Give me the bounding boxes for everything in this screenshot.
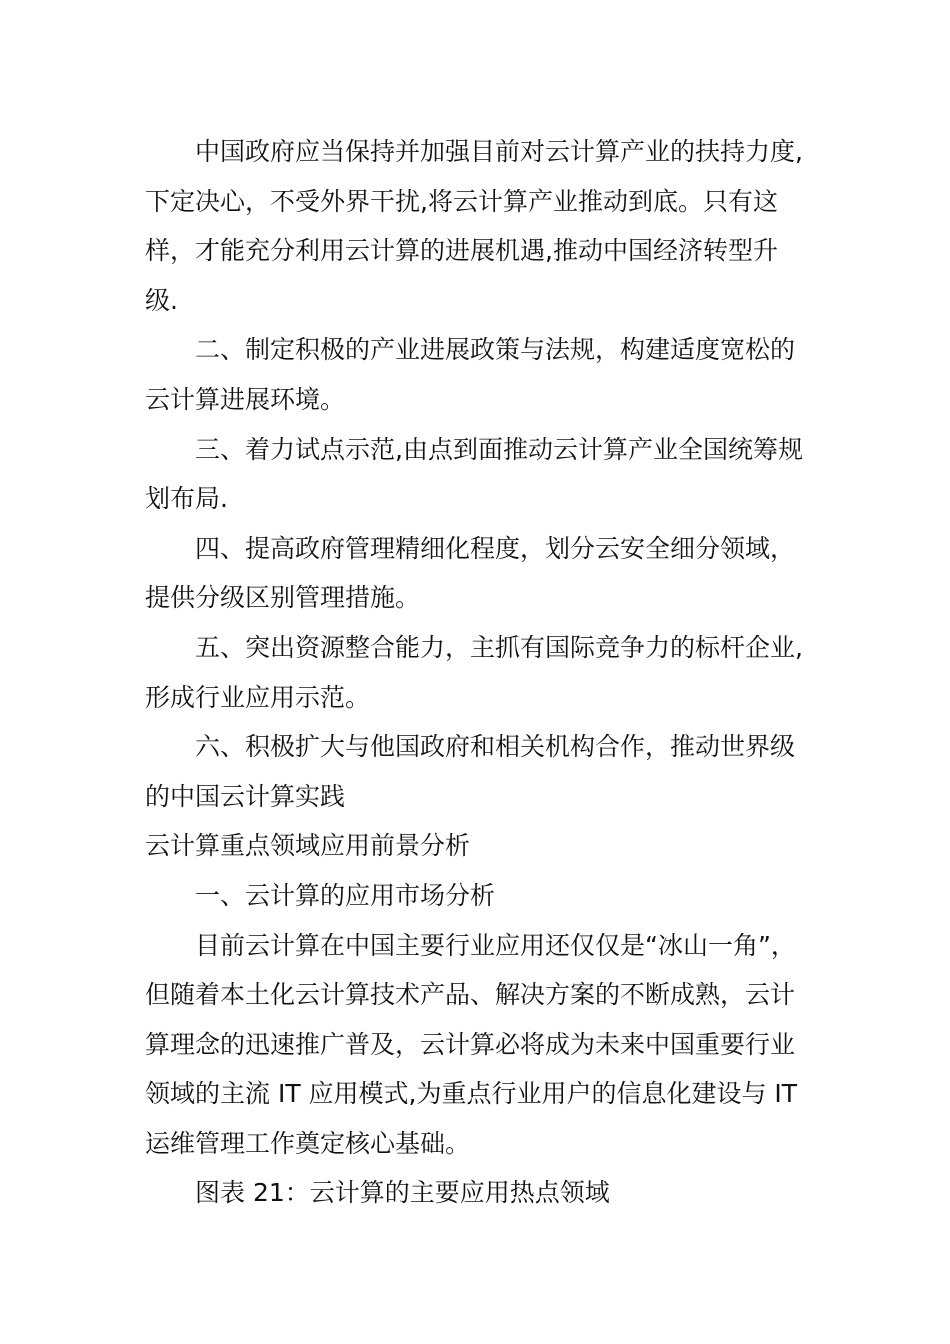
- paragraph-international-cooperation: 六、积极扩大与他国政府和相关机构合作，推动世界级的中国云计算实践: [145, 732, 796, 811]
- paragraph-government-support: 中国政府应当保持并加强目前对云计算产业的扶持力度,下定决心，不受外界干扰,将云计算产业推动到底。只有这样，才能充分利用云计算的进展机遇,推动中国经济转型升级.: [145, 137, 803, 315]
- paragraph-market-analysis: 目前云计算在中国主要行业应用还仅仅是“冰山一角”，但随着本土化云计算技术产品、解决方案的不断成熟，云计算理念的迅速推广普及，云计算必将成为未来中国重要行业领域的主流 IT 应用模式,为重点行业用户的信息化建设与 IT 运维管理工作奠定核心基础。: [145, 930, 798, 1158]
- figure-caption: 图表 21：云计算的主要应用热点领域: [195, 1178, 610, 1208]
- paragraph-refined-management: 四、提高政府管理精细化程度，划分云安全细分领域，提供分级区别管理措施。: [145, 533, 796, 613]
- paragraph-pilot-demonstration: 三、着力试点示范,由点到面推动云计算产业全国统筹规划布局.: [145, 434, 803, 514]
- subsection-title: 一、云计算的应用市场分析: [195, 880, 496, 910]
- section-title: 云计算重点领域应用前景分析: [145, 831, 471, 861]
- paragraph-resource-integration: 五、突出资源整合能力，主抓有国际竞争力的标杆企业,形成行业应用示范。: [145, 632, 803, 712]
- document-body: [145, 127, 805, 1218]
- paragraph-policy-regulation: 二、制定积极的产业进展政策与法规，构建适度宽松的云计算进展环境。: [145, 335, 796, 414]
